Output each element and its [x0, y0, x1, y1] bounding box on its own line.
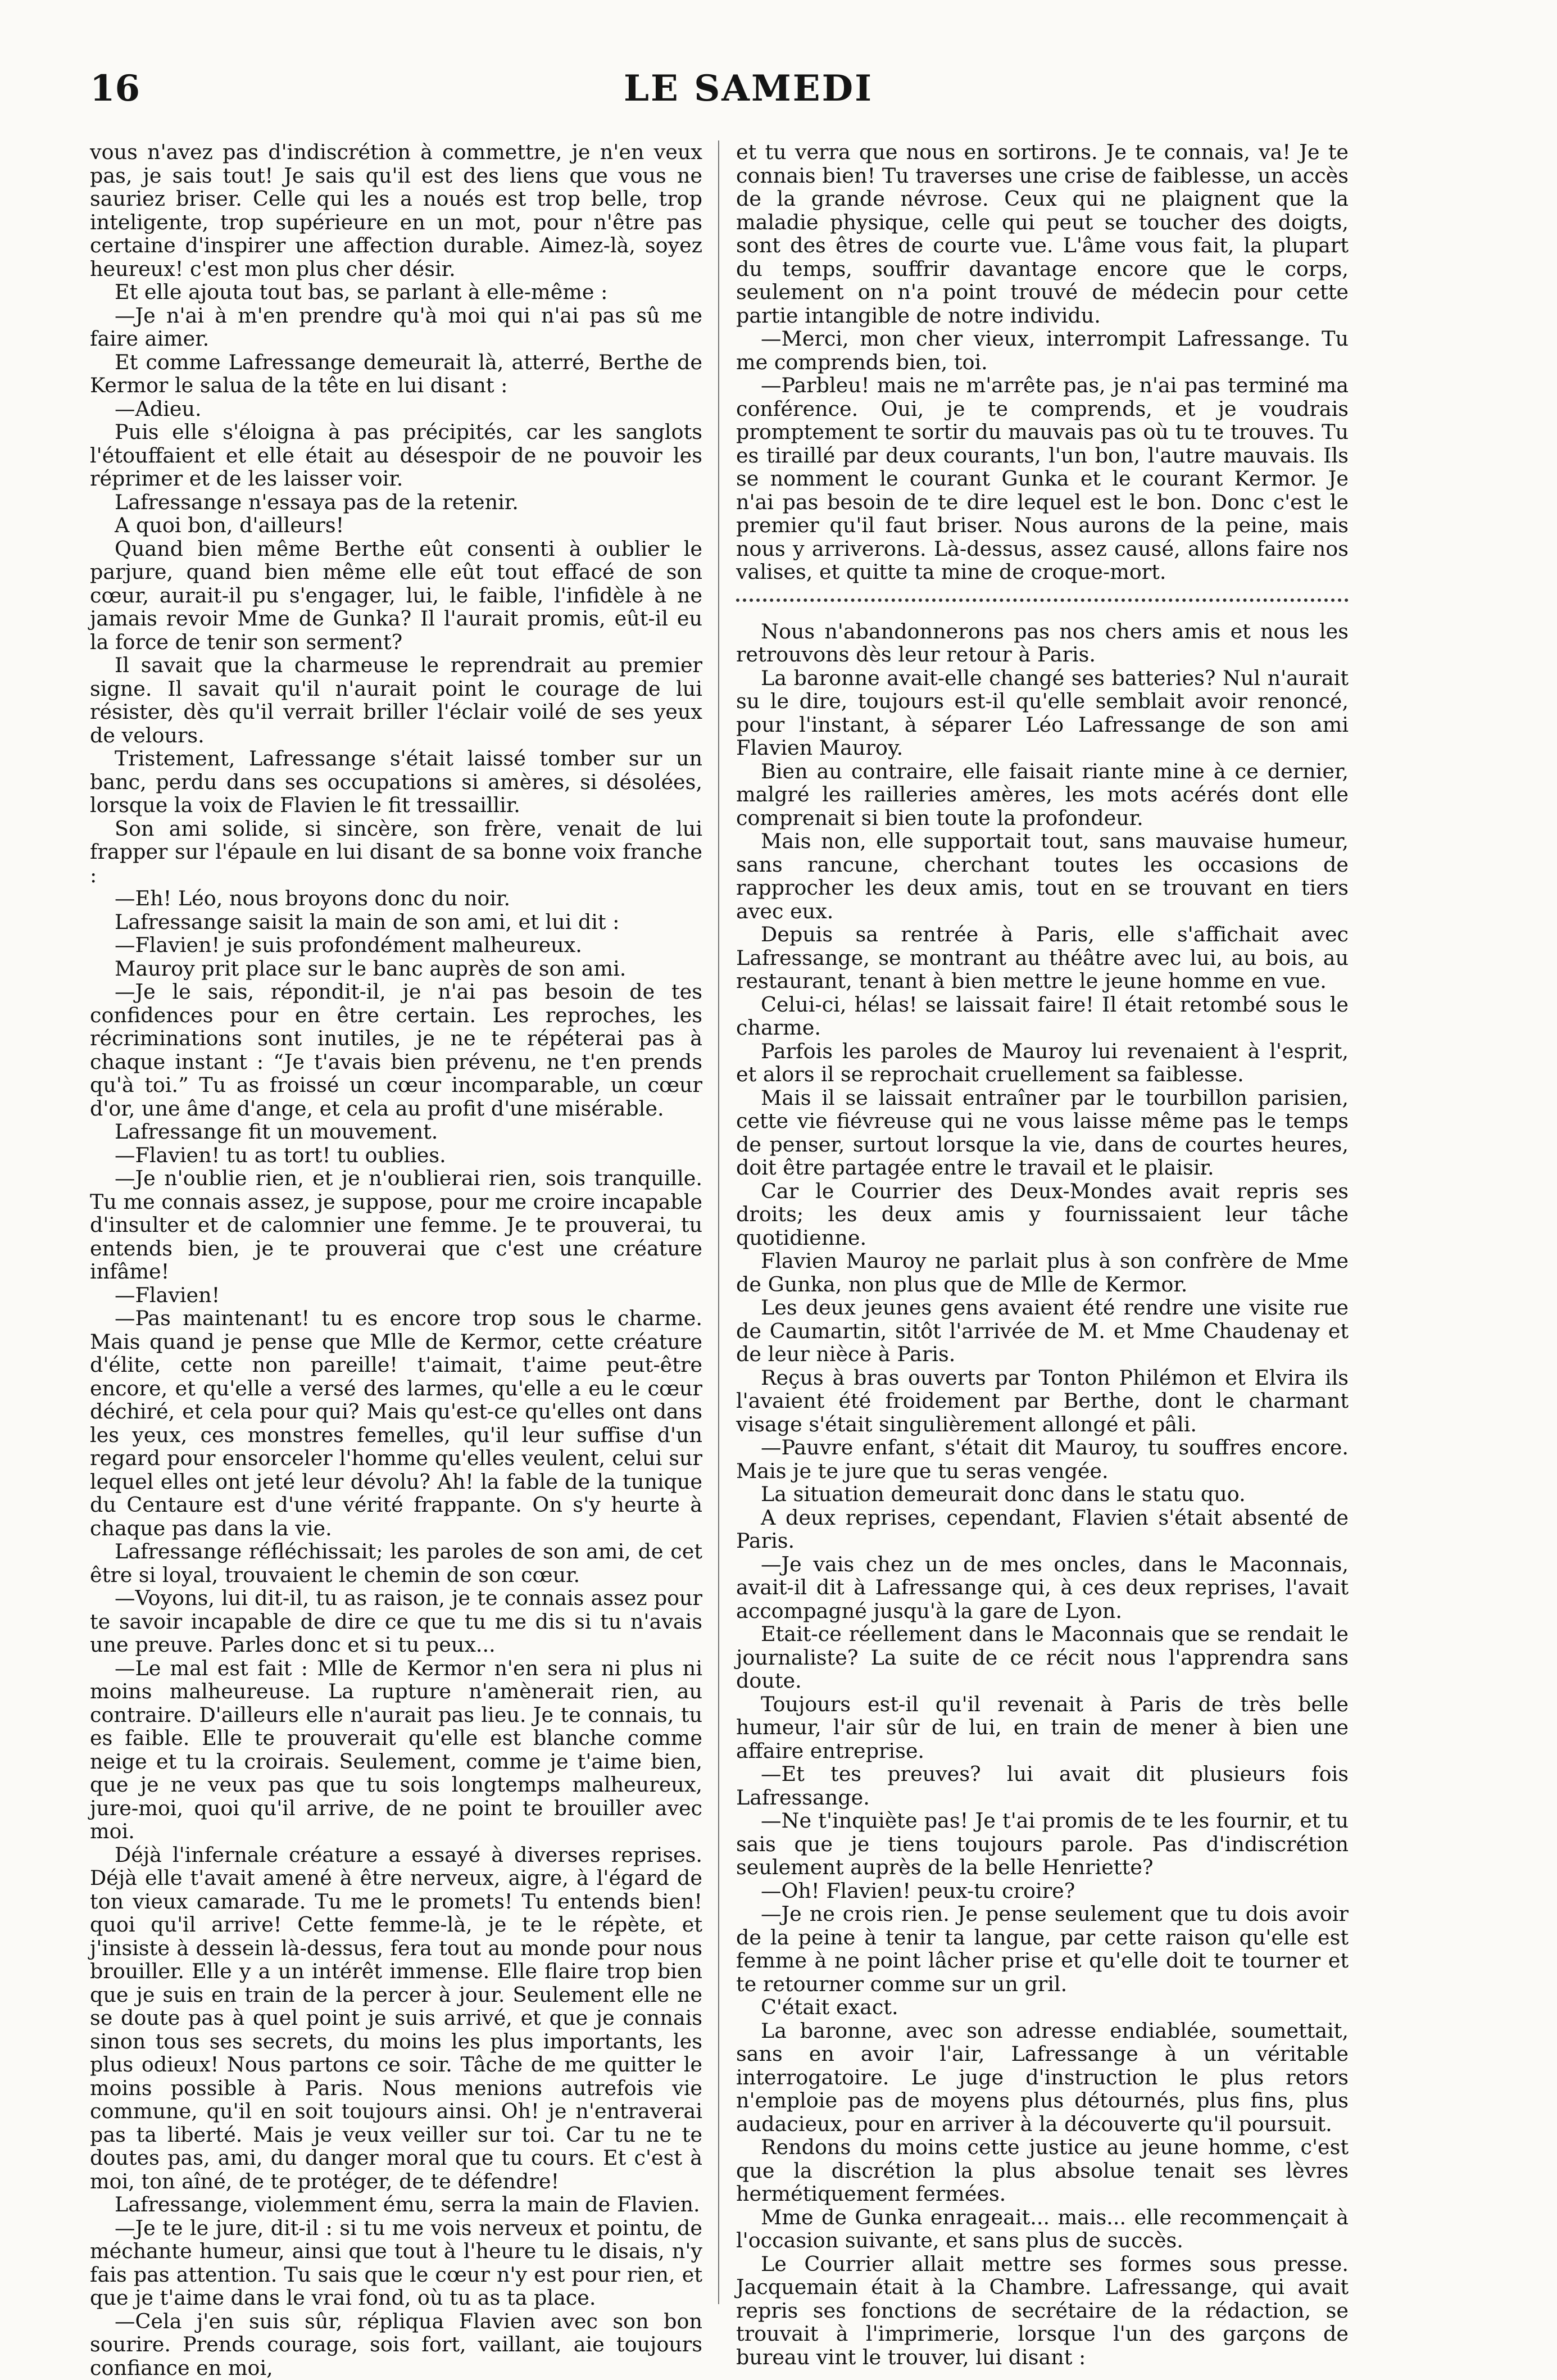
- left-column: [90, 140, 702, 2380]
- paragraph: —Oh! Flavien! peux-tu croire?: [761, 1878, 1075, 1903]
- paragraph: A quoi bon, d'ailleurs!: [115, 513, 344, 537]
- paragraph: —Flavien!: [115, 1282, 220, 1307]
- journal-title: LE SAMEDI: [624, 67, 873, 110]
- paragraph: La situation demeurait donc dans le statu quo.: [761, 1482, 1246, 1506]
- paragraph: —Adieu.: [115, 396, 202, 421]
- paragraph: Rendons du moins cette justice au jeune homme, c'est que la discrétion la plus absolue tenait ses lèvres hermétiquement fermées.: [736, 2135, 1349, 2206]
- paragraph: Quand bien même Berthe eût consenti à oublier le parjure, quand bien même elle eût tout effacé de son cœur, aurait-il pu s'engager, lui, le faible, l'infidèle à ne jamais revoir Mme de Gunka? Il l'aurait promis, eût-il eu la force de tenir son serment?: [90, 536, 702, 654]
- paragraph: Car le Courrier des Deux-Mondes avait repris ses droits; les deux amis y fournissaient leur tâche quotidienne.: [736, 1178, 1349, 1250]
- paragraph: Puis elle s'éloigna à pas précipités, car les sanglots l'étouffaient et elle était au désespoir de ne pouvoir les réprimer et de les laisser voir.: [90, 420, 702, 491]
- paragraph: Lafressange n'essaya pas de la retenir.: [115, 489, 519, 514]
- paragraph: Flavien Mauroy ne parlait plus à son confrère de Mme de Gunka, non plus que de Mlle de Kermor.: [736, 1249, 1349, 1296]
- paragraph: Mme de Gunka enrageait... mais... elle recommençait à l'occasion suivante, et sans plus de succès.: [736, 2205, 1349, 2252]
- paragraph: Son ami solide, si sincère, son frère, venait de lui frapper sur l'épaule en lui disant de sa bonne voix franche :: [90, 816, 702, 887]
- paragraph: Tristement, Lafressange s'était laissé tomber sur un banc, perdu dans ses occupations si amères, si désolées, lorsque la voix de Flavien le fit tressaillir.: [90, 746, 702, 817]
- column-divider: [718, 140, 719, 2304]
- paragraph: —Je ne crois rien. Je pense seulement que tu dois avoir de la peine à tenir ta langue, par cette raison qu'elle est femme à ne point lâcher prise et qu'elle doit te tourner et te retourner comme sur un gril.: [736, 1902, 1349, 1996]
- paragraph: Depuis sa rentrée à Paris, elle s'affichait avec Lafressange, se montrant au théâtre avec lui, au bois, au restaurant, tenant à bien mettre le jeune homme en vue.: [736, 922, 1349, 993]
- paragraph: et tu verra que nous en sortirons. Je te connais, va! Je te connais bien! Tu traverses une crise de faiblesse, un accès de la grande névrose. Ceux qui ne plaignent que la maladie physique, celle qui peut se toucher des doigts, sont des êtres de courte vue. L'âme vous fait, la plupart du temps, souffrir davantage encore que le corps, seulement on n'a point trouvé de médecin pour cette partie intangible de notre individu.: [736, 140, 1349, 328]
- paragraph: Lafressange, violemment ému, serra la main de Flavien.: [115, 2192, 700, 2216]
- paragraph: C'était exact.: [761, 1995, 898, 2019]
- paragraph: Les deux jeunes gens avaient été rendre une visite rue de Caumartin, sitôt l'arrivée de M. et Mme Chaudenay et de leur nièce à Paris.: [736, 1295, 1349, 1366]
- paragraph: —Flavien! tu as tort! tu oublies.: [115, 1143, 446, 1167]
- paragraph: Il savait que la charmeuse le reprendrait au premier signe. Il savait qu'il n'aurait point le courage de lui résister, dès qu'il verrait briller l'éclair voilé de ses yeux de velours.: [90, 653, 702, 747]
- right-column: [736, 140, 1349, 2369]
- paragraph: —Je le sais, répondit-il, je n'ai pas besoin de tes confidences pour en être certain. Les reproches, les récriminations sont inutiles, je ne te répéterai pas à chaque instant : “Je t'avais bien prévenu, ne t'en prends qu'à toi.” Tu as froissé un cœur incomparable, un cœur d'or, une âme d'ange, et cela au profit d'une misérable.: [90, 980, 702, 1121]
- paragraph: Et elle ajouta tout bas, se parlant à elle-même :: [115, 280, 608, 304]
- paragraph: Etait-ce réellement dans le Maconnais que se rendait le journaliste? La suite de ce récit nous l'apprendra sans doute.: [736, 1622, 1349, 1693]
- paragraph: —Ne t'inquiète pas! Je t'ai promis de te les fournir, et tu sais que je tiens toujours parole. Pas d'indiscrétion seulement auprès de la belle Henriette?: [736, 1808, 1349, 1879]
- paragraph: Et comme Lafressange demeurait là, atterré, Berthe de Kermor le salua de la tête en lui disant :: [90, 350, 702, 397]
- section-break: [736, 599, 1349, 603]
- paragraph: Lafressange réfléchissait; les paroles de son ami, de cet être si loyal, trouvaient le chemin de son cœur.: [90, 1539, 702, 1587]
- paragraph: Mauroy prit place sur le banc auprès de son ami.: [115, 956, 627, 981]
- paragraph: La baronne, avec son adresse endiablée, soumettait, sans en avoir l'air, Lafressange à un véritable interrogatoire. Le juge d'instruction le plus retors n'emploie pas de moyens plus détournés, plus fins, plus audacieux, pour en arriver à la découverte qu'il poursuit.: [736, 2018, 1349, 2136]
- paragraph: Nous n'abandonnerons pas nos chers amis et nous les retrouvons dès leur retour à Paris.: [736, 619, 1349, 667]
- paragraph: Reçus à bras ouverts par Tonton Philémon et Elvira ils l'avaient été froidement par Berthe, dont le charmant visage s'était singulièrement allongé et pâli.: [736, 1365, 1349, 1436]
- paragraph: —Je n'ai à m'en prendre qu'à moi qui n'ai pas sû me faire aimer.: [90, 303, 702, 351]
- paragraph: —Parbleu! mais ne m'arrête pas, je n'ai pas terminé ma conférence. Oui, je te comprends, et je voudrais promptement te sortir du mauvais pas où tu te trouves. Tu es tiraillé par deux courants, l'un bon, l'autre mauvais. Ils se nomment le courant Gunka et le courant Kermor. Je n'ai pas besoin de te dire lequel est le bon. Donc c'est le premier qu'il faut briser. Nous aurons de la peine, mais nous y arriverons. Là-dessus, assez causé, allons faire nos valises, et quitte ta mine de croque-mort.: [736, 373, 1349, 584]
- paragraph: —Flavien! je suis profondément malheureux.: [115, 933, 582, 957]
- paragraph: —Voyons, lui dit-il, tu as raison, je te connais assez pour te savoir incapable de dire ce que tu me dis si tu n'avais une preuve. Parles donc et si tu peux...: [90, 1586, 702, 1657]
- paragraph: Bien au contraire, elle faisait riante mine à ce dernier, malgré les railleries amères, les mots acérés dont elle comprenait si bien toute la profondeur.: [736, 759, 1349, 830]
- paragraph: Le Courrier allait mettre ses formes sous presse. Jacquemain était à la Chambre. Lafressange, qui avait repris ses fonctions de secrétaire de la rédaction, se trouvait à l'imprimerie, lorsque l'un des garçons de bureau vint le trouver, lui disant :: [736, 2251, 1349, 2369]
- paragraph: Lafressange saisit la main de son ami, et lui dit :: [115, 909, 620, 934]
- paragraph: —Eh! Léo, nous broyons donc du noir.: [115, 886, 511, 910]
- paragraph: Mais non, elle supportait tout, sans mauvaise humeur, sans rancune, cherchant toutes les occasions de rapprocher les deux amis, tout en se trouvant en tiers avec eux.: [736, 829, 1349, 923]
- paragraph: —Le mal est fait : Mlle de Kermor n'en sera ni plus ni moins malheureuse. La rupture n'amènerait rien, au contraire. D'ailleurs elle n'aurait pas lieu. Je te connais, tu es faible. Elle te prouverait qu'elle est blanche comme neige et tu la croirais. Seulement, comme je t'aime bien, que je ne veux pas que tu sois longtemps malheureux, jure-moi, quoi qu'il arrive, de ne point te brouiller avec moi.: [90, 1656, 702, 1843]
- paragraph: Lafressange fit un mouvement.: [115, 1119, 438, 1144]
- paragraph: —Pas maintenant! tu es encore trop sous le charme. Mais quand je pense que Mlle de Kermor, cette créature d'élite, cette non pareille! t'aimait, t'aime peut-être encore, et qu'elle a versé des larmes, qu'elle a eu le cœur déchiré, et cela pour qui? Mais qu'est-ce qu'elles ont dans les yeux, ces monstres femelles, qu'il leur suffise d'un regard pour ensorceler l'homme qu'elles veulent, celui sur lequel elles ont jeté leur dévolu? Ah! la fable de la tunique du Centaure est d'une vérité frappante. On s'y heurte à chaque pas dans la vie.: [90, 1306, 702, 1540]
- page-number: 16: [90, 67, 140, 110]
- paragraph: —Je vais chez un de mes oncles, dans le Maconnais, avait-il dit à Lafressange qui, à ces deux reprises, l'avait accompagné jusqu'à la gare de Lyon.: [736, 1552, 1349, 1623]
- paragraph: Mais il se laissait entraîner par le tourbillon parisien, cette vie fiévreuse qui ne vous laisse même pas le temps de penser, surtout lorsque la vie, dans de courtes heures, doit être partagée entre le travail et le plaisir.: [736, 1085, 1349, 1180]
- paragraph: —Je te le jure, dit-il : si tu me vois nerveux et pointu, de méchante humeur, ainsi que tout à l'heure tu le disais, n'y fais pas attention. Tu sais que le cœur n'y est pour rien, et que je t'aime dans le vrai fond, où tu as ta place.: [90, 2215, 702, 2310]
- paragraph: Déjà l'infernale créature a essayé à diverses reprises. Déjà elle t'avait amené à être nerveux, aigre, à l'égard de ton vieux camarade. Tu me le promets! Tu entends bien! quoi qu'il arrive! Cette femme-là, je te le répète, et j'insiste à dessein là-dessus, fera tout au monde pour nous brouiller. Elle y a un intérêt immense. Elle flaire trop bien que je suis en train de la percer à jour. Seulement elle ne se doute pas à quel point je suis arrivé, et que je connais sinon tous ses secrets, du moins les plus importants, les plus odieux! Nous partons ce soir. Tâche de me quitter le moins possible à Paris. Nous menions autrefois vie commune, qu'il en soit toujours ainsi. Oh! je n'entraverai pas ta liberté. Mais je veux veiller sur toi. Car tu ne te doutes pas, ami, du danger moral que tu cours. Et c'est à moi, ton aîné, de te protéger, de te défendre!: [90, 1842, 702, 2193]
- paragraph: —Cela j'en suis sûr, répliqua Flavien avec son bon sourire. Prends courage, sois fort, vaillant, aie toujours confiance en moi,: [90, 2309, 702, 2380]
- article-body: [90, 140, 1349, 2380]
- page-header: [90, 67, 1349, 129]
- paragraph: —Merci, mon cher vieux, interrompit Lafressange. Tu me comprends bien, toi.: [736, 327, 1349, 374]
- paragraph: —Je n'oublie rien, et je n'oublierai rien, sois tranquille. Tu me connais assez, je suppose, pour me croire incapable d'insulter et de calomnier une femme. Je te prouverai, tu entends bien, je te prouverai que c'est une créature infâme!: [90, 1166, 702, 1284]
- paragraph: vous n'avez pas d'indiscrétion à commettre, je n'en veux pas, je sais tout! Je sais qu'il est des liens que vous ne sauriez briser. Celle qui les a noués est trop belle, trop inteligente, trop supérieure en un mot, pour n'être pas certaine d'inspirer une affection durable. Aimez-là, soyez heureux! c'est mon plus cher désir.: [90, 140, 702, 281]
- paragraph: A deux reprises, cependant, Flavien s'était absenté de Paris.: [736, 1505, 1349, 1553]
- paragraph: Parfois les paroles de Mauroy lui revenaient à l'esprit, et alors il se reprochait cruellement sa faiblesse.: [736, 1039, 1349, 1086]
- paragraph: Toujours est-il qu'il revenait à Paris de très belle humeur, l'air sûr de lui, en train de mener à bien une affaire entreprise.: [736, 1692, 1349, 1763]
- paragraph: Celui-ci, hélas! se laissait faire! Il était retombé sous le charme.: [736, 992, 1349, 1040]
- paragraph: —Pauvre enfant, s'était dit Mauroy, tu souffres encore. Mais je te jure que tu seras vengée.: [736, 1435, 1349, 1483]
- paragraph: —Et tes preuves? lui avait dit plusieurs fois Lafressange.: [736, 1762, 1349, 1810]
- paragraph: La baronne avait-elle changé ses batteries? Nul n'aurait su le dire, toujours est-il qu'elle semblait avoir renoncé, pour l'instant, à séparer Léo Lafressange de son ami Flavien Mauroy.: [736, 665, 1349, 760]
